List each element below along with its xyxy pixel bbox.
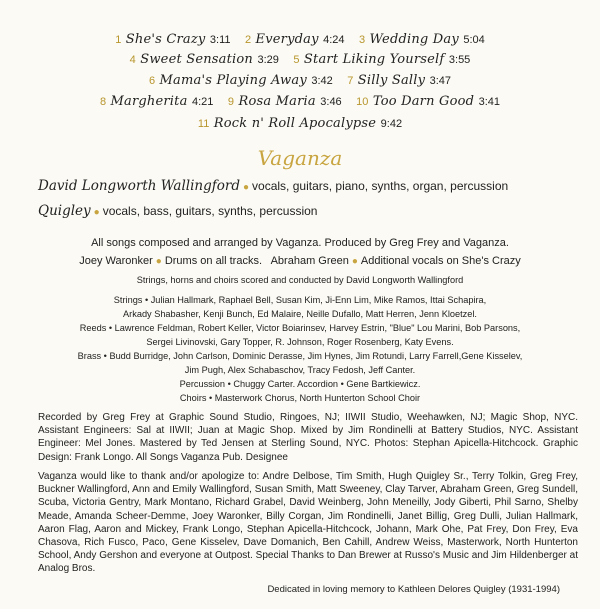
track-title: Everyday [255, 32, 319, 47]
dedication: Dedicated in loving memory to Kathleen Delores Quigley (1931-1994) [267, 584, 560, 595]
track-row-1 [0, 30, 600, 48]
track-title: Rosa Maria [238, 94, 316, 109]
credit-name: Joey Waronker [79, 255, 153, 267]
brass-credit-2: Jim Pugh, Alex Schabaschov, Tracy Fedosh, Jeff Canter. [184, 365, 416, 375]
track-duration: 3:29 [257, 54, 279, 66]
track-title: Rock n' Roll Apocalypse [213, 116, 377, 131]
credit-name: Abraham Green [270, 255, 349, 267]
track-duration: 4:24 [323, 34, 345, 46]
track-title: Start Liking Yourself [303, 52, 445, 67]
track-title: Wedding Day [369, 32, 459, 47]
brass-credit: Brass • Budd Burridge, John Carlson, Dominic Derasse, Jim Hynes, Jim Rotundi, Larry Farrell,Gene Kisselev, [77, 351, 523, 361]
track-title: Too Darn Good [372, 94, 475, 109]
strings-intro: Strings, horns and choirs scored and conducted by David Longworth Wallingford [136, 275, 464, 285]
reeds-credit: Reeds • Lawrence Feldman, Robert Keller, Victor Boiarinsev, Harvey Estrin, "Blue" Lou Marini, Bob Parsons, [79, 323, 521, 333]
credit-role: Additional vocals on She's Crazy [360, 255, 521, 267]
member-roles: vocals, bass, guitars, synths, percussion [102, 204, 318, 218]
bullet-icon: ● [243, 182, 250, 193]
band-name: Vaganza [257, 146, 343, 170]
track-number: 5 [293, 54, 300, 66]
reeds-credit-2: Sergei Livinovski, Gary Topper, R. Johnson, Roger Rosenberg, Katy Evens. [146, 337, 454, 347]
strings-credit: Strings • Julian Hallmark, Raphael Bell, Susan Kim, Ji-Enn Lim, Mike Ramos, Ittai Schapira, [113, 295, 487, 305]
track-row-3 [0, 71, 600, 89]
member-name: Quigley [38, 203, 91, 219]
member-line [38, 203, 317, 219]
track-duration: 5:04 [463, 34, 485, 46]
track-row-2 [0, 50, 600, 68]
track-duration: 3:47 [429, 75, 452, 87]
thanks-paragraph: Vaganza would like to thank and/or apologize to: Andre Delbose, Tim Smith, Hugh Quigley Sr., Terry Tolkin, Greg Frey, Buckner Wallingford, Ann and Emily Wallingford, Susan Smith, Matt Sweeney, Clay Tarver, Abraham Green, Greg Sundell, Scuba, Victoria Gentry, Mark Montano, Richard Grabel, David Weinberg, John Meneilly, Jody Giberti, Phil Sarno, Shelby Meade, Amanda Scheer-Demme, Joey Waronker, Billy Corgan, Jim Rondinelli, Janet Billig, Greg Dulli, Julian Hallmark, Aaron Flag, Aaron and Mickey, Frank Longo, Stephan Apicella-Hitchcock, Johann, Mark Ohe, Pat Frey, Don Frey, Eva Chasova, Rich Fusco, Paco, Gene Kisselev, Dave Domanich, Ben Cahill, Andrew Weiss, Masterwork, North Hunterton School, Andy Gershon and everyone at Outpost. Special Thanks to Dan Brewer at Russo's Music and Jim Hildenberger at Analog Bros. [38, 471, 578, 575]
track-title: Mama's Playing Away [159, 73, 307, 88]
track-number: 7 [347, 75, 354, 87]
track-duration: 3:11 [209, 34, 231, 46]
recording-paragraph: Recorded by Greg Frey at Graphic Sound Studio, Ringoes, NJ; IIWII Studio, Weehawken, NJ; Magic Shop, NYC. Assistant Engineers: Sal at IIWII; Juan at Magic Shop. Mixed by Jim Rondinelli at Battery Studios, NYC. Assistant Engineer: Mel Jones. Mastered by Ted Jensen at Sterling Sound, NYC. Photos: Stephan Apicella-Hitchcock. Graphic Design: Frank Longo. All Songs Vaganza Pub. Designee [38, 412, 578, 463]
strings-credit-2: Arkady Shabasher, Kenji Bunch, Ed Malaire, Neille Dufallo, Matt Herren, Jenn Kloetzel. [123, 309, 477, 319]
choirs-credit: Choirs • Masterwork Chorus, North Hunterton School Choir [179, 393, 421, 403]
bullet-icon: ● [351, 256, 358, 267]
track-number: 3 [358, 34, 366, 46]
track-number: 8 [99, 96, 107, 108]
track-number: 10 [356, 96, 369, 108]
track-title: Margherita [110, 94, 188, 109]
track-title: Silly Sally [357, 73, 426, 88]
track-title: Sweet Sensation [140, 52, 254, 67]
bullet-icon: ● [155, 256, 162, 267]
track-duration: 4:21 [192, 96, 214, 108]
credit-role: Drums on all tracks. [164, 255, 263, 267]
percussion-credit: Percussion • Chuggy Carter. Accordion • Gene Bartkiewicz. [179, 379, 421, 389]
track-title: She's Crazy [125, 32, 206, 47]
track-duration: 3:41 [478, 96, 501, 108]
track-number: 1 [115, 34, 122, 46]
member-roles: vocals, guitars, piano, synths, organ, percussion [252, 179, 509, 193]
drums-vocals-credit [0, 255, 600, 267]
track-number: 4 [129, 54, 136, 66]
track-duration: 3:46 [320, 96, 342, 108]
bullet-icon: ● [93, 207, 100, 218]
composed-credit: All songs composed and arranged by Vaganza. Produced by Greg Frey and Vaganza. [91, 237, 509, 249]
track-duration: 3:42 [311, 75, 333, 87]
track-duration: 9:42 [380, 118, 403, 130]
member-name: David Longworth Wallingford [38, 178, 240, 194]
track-row-5 [0, 114, 600, 132]
track-number: 9 [227, 96, 234, 108]
member-line [38, 178, 508, 194]
track-number: 6 [148, 75, 156, 87]
track-duration: 3:55 [448, 54, 471, 66]
track-row-4 [0, 92, 600, 110]
track-number: 11 [197, 118, 210, 130]
track-number: 2 [244, 34, 252, 46]
